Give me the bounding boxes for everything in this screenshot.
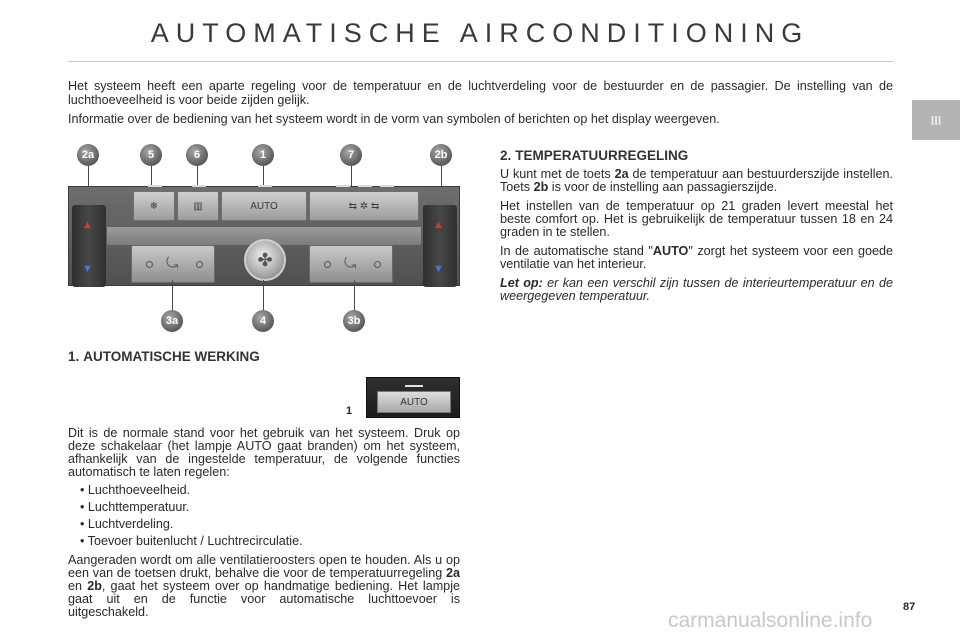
list-item: • Luchtverdeling.: [80, 517, 174, 531]
leader-line: [354, 280, 355, 310]
watermark-text: carmanualsonline.info: [668, 609, 873, 632]
list-item: • Luchthoeveelheid.: [80, 483, 191, 497]
callout-6: 6: [186, 144, 208, 166]
section-1-title: AUTOMATISCHE WERKING: [83, 349, 260, 364]
fan-speed-knob[interactable]: [244, 239, 286, 281]
temp-rocker-passenger[interactable]: [423, 205, 457, 287]
intro-text: [68, 80, 893, 133]
chevron-down-icon: ▼: [82, 263, 93, 275]
defrost-icon: ❄: [149, 200, 159, 212]
recirculation-icon: ⇆ ✲ ⇆: [348, 200, 380, 212]
auto-button-figure: [366, 377, 460, 418]
key-ref-2a: 2a: [445, 566, 460, 580]
indicator-dot: [196, 261, 203, 268]
text-run: en: [68, 579, 88, 593]
text-run: In de automatische stand ": [500, 244, 653, 258]
intro-paragraph-1: Het systeem heeft een aparte regeling voor de temperatuur en de luchtverdeling voor de bestuurder en de passagier. De instelling van de luchthoeveelheid is voor beide zijden gelijk.: [68, 79, 893, 107]
section-2-paragraph-1: [500, 168, 893, 194]
key-ref-2a: 2a: [614, 167, 629, 181]
text-run: U kunt met de toets: [500, 167, 615, 181]
auto-button-closeup: AUTO: [377, 391, 451, 413]
section-1-paragraph-1: Dit is de normale stand voor het gebruik van het systeem. Druk op deze schakelaar (het lampje AUTO gaat branden) om het systeem, afhankelijk van de ingestelde temperatuur, de volgende functies automatisch te laten regelen:: [68, 426, 460, 479]
indicator-led: [336, 185, 350, 187]
chevron-up-icon: ▲: [82, 219, 93, 231]
callout-2b: 2b: [430, 144, 452, 166]
windscreen-defrost-button[interactable]: [133, 191, 175, 221]
seat-airflow-icon: ⤿: [166, 255, 179, 272]
page-number: 87: [903, 601, 916, 613]
leader-line: [263, 280, 264, 310]
temp-rocker-driver[interactable]: [72, 205, 106, 287]
section-2-note: [500, 277, 893, 303]
auto-button[interactable]: [221, 191, 307, 221]
section-1-number: 1.: [68, 349, 80, 364]
climate-control-panel: [68, 186, 460, 286]
text-run: de temperatuur aan bestuurderszijde instellen. Toets: [500, 167, 893, 194]
text-run: " zorgt het systeem voor een goede ventilatie van het interieur.: [500, 244, 893, 271]
callout-3a: 3a: [161, 310, 183, 332]
list-item: • Luchttemperatuur.: [80, 500, 190, 514]
callout-7: 7: [340, 144, 362, 166]
callout-3b: 3b: [343, 310, 365, 332]
callout-2a: 2a: [77, 144, 99, 166]
indicator-led: [380, 185, 394, 187]
indicator-led: [192, 185, 206, 187]
rear-window-icon: ▥: [193, 200, 203, 212]
section-2-number: 2.: [500, 148, 512, 163]
indicator-dot: [146, 261, 153, 268]
indicator-led: [358, 185, 372, 187]
seat-airflow-icon: ⤿: [344, 255, 357, 272]
text-run: Aangeraden wordt om alle ventilatieroosters open te houden. Als u op een van de toetsen drukt, behalve die voor de temperatuurregeling: [68, 553, 460, 580]
section-2-paragraph-2: Het instellen van de temperatuur op 21 graden levert meestal het beste comfort op. Het is gebruikelijk de temperatuur tussen 18 en 24 graden in te stellen.: [500, 199, 893, 239]
section-1-heading: [68, 349, 260, 364]
figure-1-label: 1: [346, 405, 353, 417]
section-1-paragraph-2: [68, 554, 460, 619]
callout-4: 4: [252, 310, 274, 332]
callout-1: 1: [252, 144, 274, 166]
list-item: • Toevoer buitenlucht / Luchtrecirculatie.: [80, 534, 303, 548]
section-2-paragraph-3: [500, 245, 893, 271]
indicator-dot: [324, 261, 331, 268]
section-2-title: TEMPERATUURREGELING: [515, 148, 689, 163]
chevron-up-icon: ▲: [433, 219, 444, 231]
note-label: Let op:: [500, 276, 543, 290]
text-run: , gaat het systeem over op handmatige bediening. Het lampje gaat uit en de functie voor automatische luchttoevoer is uitgeschakeld.: [68, 579, 460, 619]
title-divider: [68, 61, 893, 62]
callout-5: 5: [140, 144, 162, 166]
leader-line: [172, 280, 173, 310]
page-title: AUTOMATISCHE AIRCONDITIONING: [150, 18, 810, 48]
auto-button-label: AUTO: [250, 200, 278, 212]
key-ref-2b: 2b: [533, 180, 549, 194]
rear-defrost-button[interactable]: [177, 191, 219, 221]
indicator-dot: [374, 261, 381, 268]
note-text: er kan een verschil zijn tussen de interieurtemperatuur en de weergegeven temperatuur.: [500, 276, 893, 303]
air-distribution-driver-button[interactable]: [131, 245, 215, 283]
fan-icon: ✤: [257, 249, 273, 270]
section-2-heading: [500, 148, 688, 163]
section-2-body: [500, 168, 893, 309]
air-distribution-passenger-button[interactable]: [309, 245, 393, 283]
text-run: is voor de instelling aan passagierszijde.: [548, 180, 778, 194]
air-intake-button[interactable]: [309, 191, 419, 221]
section-1-body: [68, 427, 460, 624]
climate-panel-figure: [68, 140, 460, 340]
key-ref-2b: 2b: [87, 579, 102, 593]
indicator-led: [405, 385, 423, 387]
auto-functions-list: [80, 484, 460, 548]
indicator-led: [148, 185, 162, 187]
chevron-down-icon: ▼: [433, 263, 444, 275]
auto-ref: AUTO: [652, 244, 689, 258]
chapter-tab[interactable]: III: [912, 100, 960, 140]
indicator-led: [258, 185, 272, 187]
intro-paragraph-2: Informatie over de bediening van het systeem wordt in de vorm van symbolen of berichten op het display weergeven.: [68, 112, 720, 127]
